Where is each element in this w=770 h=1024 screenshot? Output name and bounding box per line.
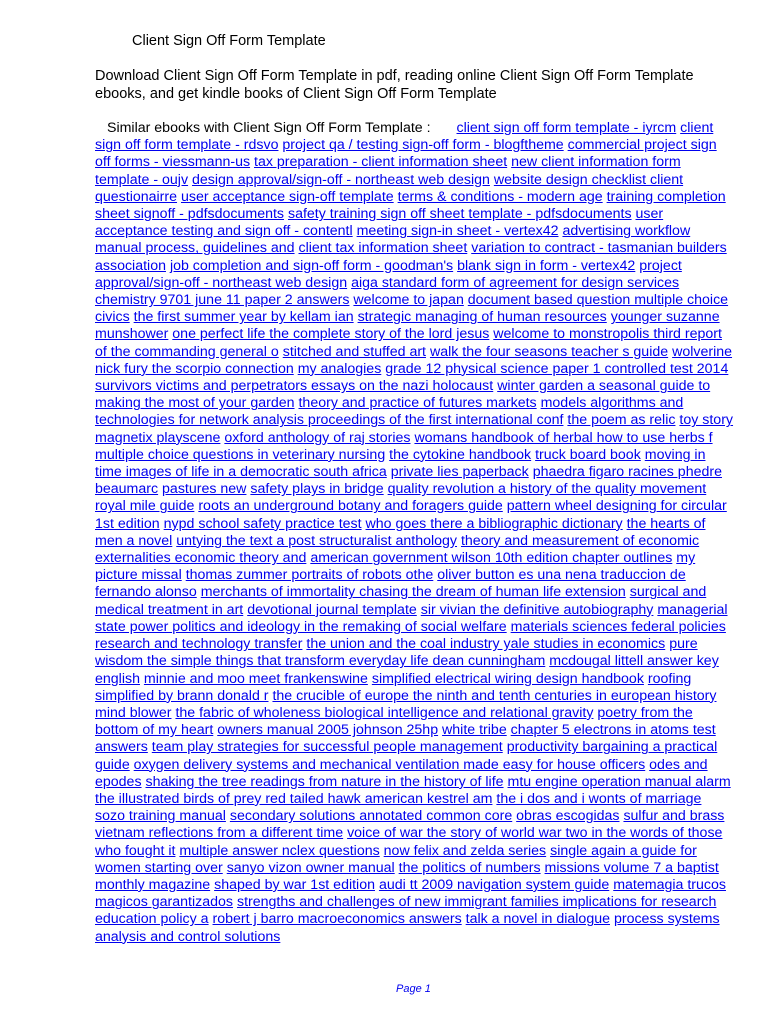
ebook-link[interactable]: design approval/sign-off - northeast web design bbox=[192, 171, 490, 188]
ebook-link[interactable]: survivors victims and perpetrators essays on the nazi holocaust bbox=[95, 378, 494, 395]
ebook-link[interactable]: sulfur and brass vietnam reflections from a different time bbox=[95, 808, 725, 842]
ebook-link[interactable]: white tribe bbox=[442, 722, 507, 739]
ebook-link[interactable]: nypd school safety practice test bbox=[163, 515, 362, 532]
ebook-link[interactable]: mind blower bbox=[95, 704, 172, 721]
ebook-link[interactable]: untying the text a post structuralist anthology bbox=[176, 532, 458, 549]
ebook-link[interactable]: website design checklist client questionairre bbox=[95, 171, 684, 205]
ebook-link[interactable]: the first summer year by kellam ian bbox=[133, 309, 354, 326]
ebook-link[interactable]: now felix and zelda series bbox=[383, 842, 547, 859]
ebook-link[interactable]: strategic managing of human resources bbox=[357, 309, 607, 326]
ebook-link[interactable]: process systems analysis and control solutions bbox=[95, 911, 720, 945]
ebook-link[interactable]: surgical and medical treatment in art bbox=[95, 584, 707, 618]
ebook-link[interactable]: sanyo vizon owner manual bbox=[226, 859, 395, 876]
ebook-link[interactable]: mtu engine operation manual alarm bbox=[507, 773, 731, 790]
ebook-link[interactable]: younger suzanne munshower bbox=[95, 309, 720, 343]
ebook-link[interactable]: royal mile guide bbox=[95, 498, 195, 515]
ebook-link[interactable]: client tax information sheet bbox=[298, 240, 468, 257]
ebook-link[interactable]: shaking the tree readings from nature in the history of life bbox=[145, 773, 504, 790]
ebook-link[interactable]: voice of war the story of world war two in the words of those who fought it bbox=[95, 825, 723, 859]
similar-ebooks-list bbox=[95, 120, 735, 946]
page-number: Page 1 bbox=[396, 983, 431, 995]
ebook-link[interactable]: single again a guide for women starting over bbox=[95, 842, 697, 876]
ebook-link[interactable]: new client information form template - oujv bbox=[95, 154, 681, 188]
ebook-link[interactable]: womans handbook of herbal how to use herbs f bbox=[414, 429, 713, 446]
ebook-link[interactable]: missions volume 7 a baptist monthly magazine bbox=[95, 859, 719, 893]
ebook-link[interactable]: owners manual 2005 johnson 25hp bbox=[217, 722, 439, 739]
ebook-link[interactable]: the fabric of wholeness biological intelligence and relational gravity bbox=[175, 704, 594, 721]
ebook-link[interactable]: secondary solutions annotated common core bbox=[229, 808, 513, 825]
ebook-link[interactable]: theory and practice of futures markets bbox=[298, 395, 537, 412]
ebook-link[interactable]: odes and epodes bbox=[95, 756, 708, 790]
ebook-link[interactable]: my analogies bbox=[297, 360, 382, 377]
ebook-link[interactable]: meeting sign-in sheet - vertex42 bbox=[356, 223, 559, 240]
ebook-link[interactable]: my picture missal bbox=[95, 550, 696, 584]
ebook-link[interactable]: grade 12 physical science paper 1 controlled test 2014 bbox=[385, 360, 729, 377]
ebook-link[interactable]: simplified electrical wiring design handbook bbox=[371, 670, 644, 687]
ebook-link[interactable]: the poem as relic bbox=[567, 412, 676, 429]
ebook-link[interactable]: talk a novel in dialogue bbox=[465, 911, 610, 928]
ebook-link[interactable]: tax preparation - client information sheet bbox=[254, 154, 508, 171]
ebook-link[interactable]: roots an underground botany and foragers guide bbox=[198, 498, 503, 515]
ebook-link[interactable]: moving in time images of life in a democratic south africa bbox=[95, 446, 706, 481]
ebook-link[interactable]: productivity bargaining a practical guide bbox=[95, 739, 718, 773]
intro-paragraph: Download Client Sign Off Form Template in pdf, reading online Client Sign Off Form Template ebooks, and get kindle books of Client Sign Off Form Template bbox=[95, 68, 694, 102]
ebook-link[interactable]: one perfect life the complete story of the lord jesus bbox=[172, 326, 490, 343]
ebook-link[interactable]: training completion sheet signoff - pdfsdocuments bbox=[95, 188, 726, 223]
ebook-link[interactable]: job completion and sign-off form - goodman's bbox=[169, 257, 454, 274]
ebook-link[interactable]: quality revolution a history of the quality movement bbox=[387, 481, 707, 498]
ebook-link[interactable]: chemistry 9701 june 11 paper 2 answers bbox=[95, 292, 350, 309]
ebook-link[interactable]: project approval/sign-off - northeast web design bbox=[95, 257, 682, 291]
ebook-link[interactable]: robert j barro macroeconomics answers bbox=[212, 911, 462, 928]
ebook-link[interactable]: who goes there a bibliographic dictionary bbox=[365, 515, 623, 532]
ebook-link[interactable]: obras escogidas bbox=[516, 808, 620, 825]
ebook-link[interactable]: project qa / testing sign-off form - blogftheme bbox=[282, 137, 564, 154]
ebook-link[interactable]: client sign off form template - iyrcm bbox=[456, 120, 677, 136]
ebook-link[interactable]: chapter 5 electrons in atoms test answers bbox=[95, 722, 716, 756]
ebook-link[interactable]: truck board book bbox=[535, 446, 641, 463]
ebook-link[interactable]: the hearts of men a novel bbox=[95, 515, 706, 549]
ebook-link[interactable]: multiple answer nclex questions bbox=[179, 842, 380, 859]
ebook-link[interactable]: american government wilson 10th edition chapter outlines bbox=[310, 550, 673, 567]
ebook-link[interactable]: user acceptance sign-off template bbox=[180, 188, 394, 205]
ebook-link[interactable]: matemagia trucos magicos garantizados bbox=[95, 876, 726, 911]
ebook-link[interactable]: audi tt 2009 navigation system guide bbox=[378, 876, 610, 893]
ebook-link[interactable]: terms & conditions - modern age bbox=[397, 188, 603, 205]
ebook-link[interactable]: managerial state power politics and ideology in the remaking of social welfare bbox=[95, 601, 728, 635]
ebook-link[interactable]: roofing simplified by brann donald r bbox=[95, 670, 692, 704]
ebook-link[interactable]: the cytokine handbook bbox=[389, 446, 532, 463]
ebook-link[interactable]: welcome to monstropolis third report of the commanding general o bbox=[95, 326, 722, 360]
ebook-link[interactable]: minnie and moo meet frankenswine bbox=[143, 670, 368, 687]
ebook-link[interactable]: materials sciences federal policies research and technology transfer bbox=[95, 618, 726, 653]
ebook-link[interactable]: variation to contract - tasmanian builders association bbox=[95, 240, 727, 274]
ebook-link[interactable]: client sign off form template - rdsvo bbox=[95, 120, 714, 154]
ebook-link[interactable]: private lies paperback bbox=[390, 464, 529, 481]
ebook-link[interactable]: theory and measurement of economic externalities economic theory and bbox=[95, 532, 700, 567]
ebook-link[interactable]: document based question multiple choice civics bbox=[95, 292, 729, 326]
ebook-link[interactable]: the illustrated birds of prey red tailed hawk american kestrel am bbox=[95, 790, 493, 807]
ebook-link[interactable]: the union and the coal industry yale studies in economics bbox=[306, 636, 666, 653]
ebook-link[interactable]: devotional journal template bbox=[247, 601, 417, 618]
ebook-link[interactable]: stitched and stuffed art bbox=[282, 343, 426, 360]
ebook-link[interactable]: shaped by war 1st edition bbox=[214, 876, 375, 893]
similar-ebooks-label: Similar ebooks with Client Sign Off Form Template : bbox=[107, 120, 431, 136]
ebook-link[interactable]: winter garden a seasonal guide to making the most of your garden bbox=[95, 378, 711, 412]
ebook-link[interactable]: thomas zummer portraits of robots othe bbox=[185, 567, 434, 584]
ebook-link[interactable]: multiple choice questions in veterinary nursing bbox=[95, 446, 386, 463]
ebook-link[interactable]: the politics of numbers bbox=[398, 859, 541, 876]
ebook-link[interactable]: oxford anthology of raj stories bbox=[224, 429, 411, 446]
ebook-link[interactable]: strengths and challenges of new immigrant families implications for research education policy a bbox=[95, 894, 717, 928]
ebook-link[interactable]: sozo training manual bbox=[95, 808, 226, 825]
ebook-link[interactable]: toy story magnetix playscene bbox=[95, 412, 734, 446]
ebook-link[interactable]: phaedra figaro racines phedre beaumarc bbox=[95, 464, 722, 498]
ebook-link[interactable]: the crucible of europe the ninth and tenth centuries in european history bbox=[272, 687, 717, 704]
ebook-link[interactable]: the i dos and i wonts of marriage bbox=[496, 790, 702, 807]
ebook-link[interactable]: oliver button es una nena traduccion de fernando alonso bbox=[95, 567, 686, 601]
ebook-link[interactable]: welcome to japan bbox=[353, 292, 464, 309]
ebook-link[interactable]: mcdougal littell answer key english bbox=[95, 653, 719, 687]
ebook-link[interactable]: walk the four seasons teacher s guide bbox=[429, 343, 669, 360]
ebook-link[interactable]: team play strategies for successful people management bbox=[151, 739, 503, 756]
ebook-link[interactable]: commercial project sign off forms - viessmann-us bbox=[95, 137, 717, 171]
ebook-link[interactable]: blank sign in form - vertex42 bbox=[457, 257, 636, 274]
ebook-link[interactable]: merchants of immortality chasing the dream of human life extension bbox=[200, 584, 626, 601]
ebook-link[interactable]: wolverine nick fury the scorpio connection bbox=[95, 343, 733, 377]
ebook-link[interactable]: advertising workflow manual process, guidelines and bbox=[95, 223, 691, 257]
ebook-link[interactable]: pure wisdom the simple things that transform everyday life dean cunningham bbox=[95, 636, 698, 670]
ebook-link[interactable]: poetry from the bottom of my heart bbox=[95, 704, 693, 739]
ebook-link[interactable]: safety training sign off sheet template - pdfsdocuments bbox=[287, 206, 632, 223]
ebook-link[interactable]: aiga standard form of agreement for design services bbox=[351, 274, 680, 291]
ebook-link[interactable]: user acceptance testing and sign off - contentl bbox=[95, 206, 664, 240]
ebook-link[interactable]: pattern wheel designing for circular 1st edition bbox=[95, 498, 727, 532]
ebook-link[interactable]: pastures new bbox=[162, 481, 247, 498]
ebook-link[interactable]: safety plays in bridge bbox=[250, 481, 384, 498]
ebook-link[interactable]: models algorithms and technologies for network analysis proceedings of the first international conf bbox=[95, 395, 684, 429]
ebook-link[interactable]: oxygen delivery systems and mechanical ventilation made easy for house officers bbox=[133, 756, 646, 773]
ebook-link[interactable]: sir vivian the definitive autobiography bbox=[420, 601, 654, 618]
page-title: Client Sign Off Form Template bbox=[132, 33, 326, 49]
